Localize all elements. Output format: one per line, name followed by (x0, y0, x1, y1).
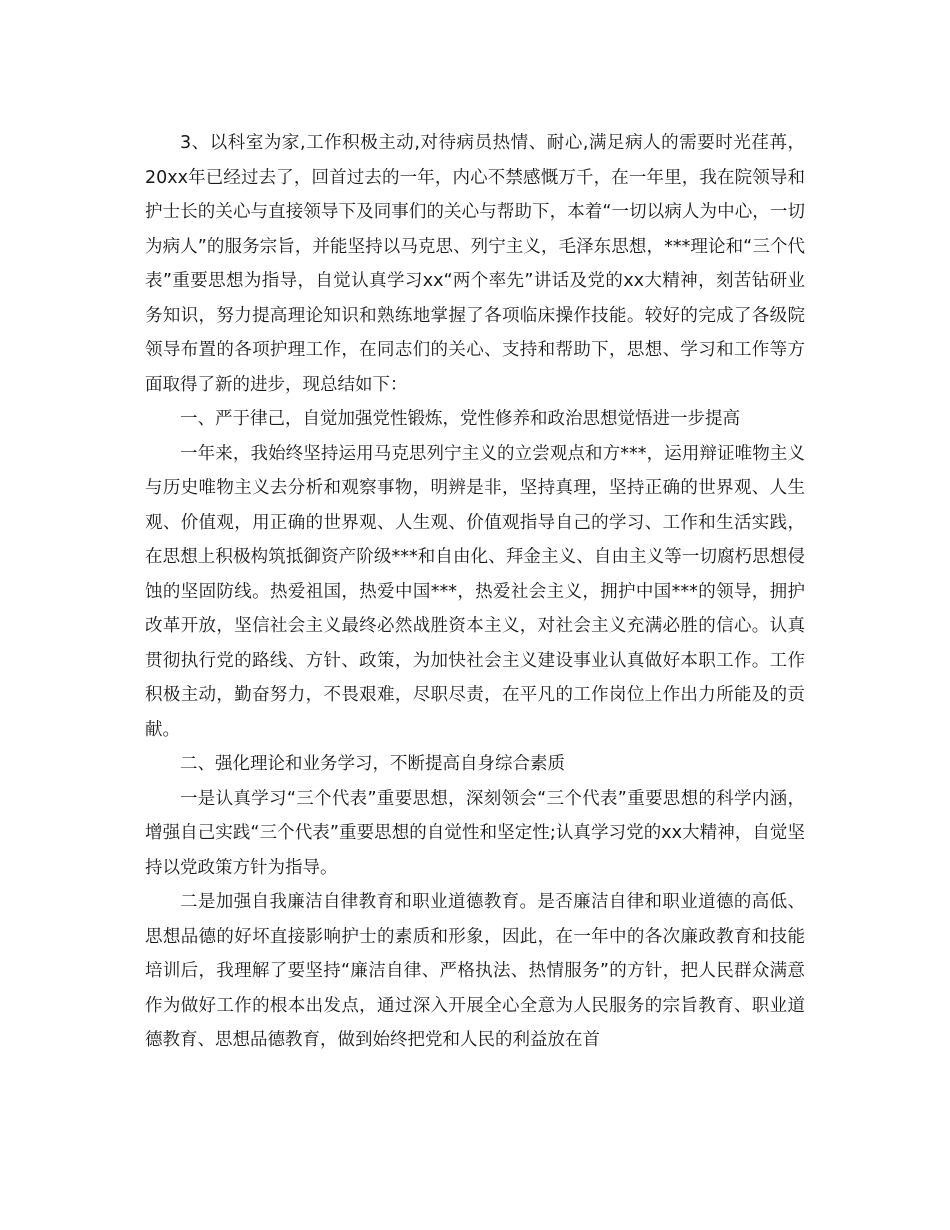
paragraph-section-1: 一年来，我始终坚持运用马克思列宁主义的立尝观点和方***，运用辩证唯物主义与历史唯物主义去分析和观察事物，明辨是非，坚持真理，坚持正确的世界观、人生观、价值观，用正确的世界观、人生观、价值观指导自己的学习、工作和生活实践，在思想上积极构筑抵御资产阶级***和自由化、拜金主义、自由主义等一切腐朽思想侵蚀的坚固防线。热爱祖国，热爱中国***，热爱社会主义，拥护中国***的领导，拥护改革开放，坚信社会主义最终必然战胜资本主义，对社会主义充满必胜的信心。认真贯彻执行党的路线、方针、政策，为加快社会主义建设事业认真做好本职工作。工作积极主动，勤奋努力，不畏艰难，尽职尽责，在平凡的工作岗位上作出力所能及的贡献。 (145, 443, 805, 740)
section-heading-2: 二、强化理论和业务学习，不断提高自身综合素质 (180, 754, 565, 774)
document-body (145, 126, 805, 1058)
paragraph-study-2: 二是加强自我廉洁自律教育和职业道德教育。是否廉洁自律和职业道德的高低、思想品德的好坏直接影响护士的素质和形象，因此，在一年中的各次廉政教育和技能培训后，我理解了要坚持“廉洁自律、严格执法、热情服务”的方针，把人民群众满意作为做好工作的根本出发点，通过深入开展全心全意为人民服务的宗旨教育、职业道德教育、思想品德教育，做到始终把党和人民的利益放在首 (145, 892, 805, 1050)
paragraph-intro: 3、以科室为家,工作积极主动,对待病员热情、耐心,满足病人的需要时光荏苒，20xx年已经过去了，回首过去的一年，内心不禁感慨万千，在一年里，我在院领导和护士长的关心与直接领导下及同事们的关心与帮助下，本着“一切以病人为中心，一切为病人”的服务宗旨，并能坚持以马克思、列宁主义，毛泽东思想，***理论和“三个代表”重要思想为指导，自觉认真学习xx“两个率先”讲话及党的xx大精神，刻苦钻研业务知识，努力提高理论知识和熟练地掌握了各项临床操作技能。较好的完成了各级院领导布置的各项护理工作，在同志们的关心、支持和帮助下，思想、学习和工作等方面取得了新的进步，现总结如下： (145, 133, 805, 395)
section-heading-1: 一、严于律己，自觉加强党性锻炼，党性修养和政治思想觉悟进一步提高 (180, 409, 740, 429)
paragraph-study-1: 一是认真学习“三个代表”重要思想，深刻领会“三个代表”重要思想的科学内涵，增强自己实践“三个代表”重要思想的自觉性和坚定性;认真学习党的xx大精神，自觉坚持以党政策方针为指导。 (145, 788, 805, 878)
